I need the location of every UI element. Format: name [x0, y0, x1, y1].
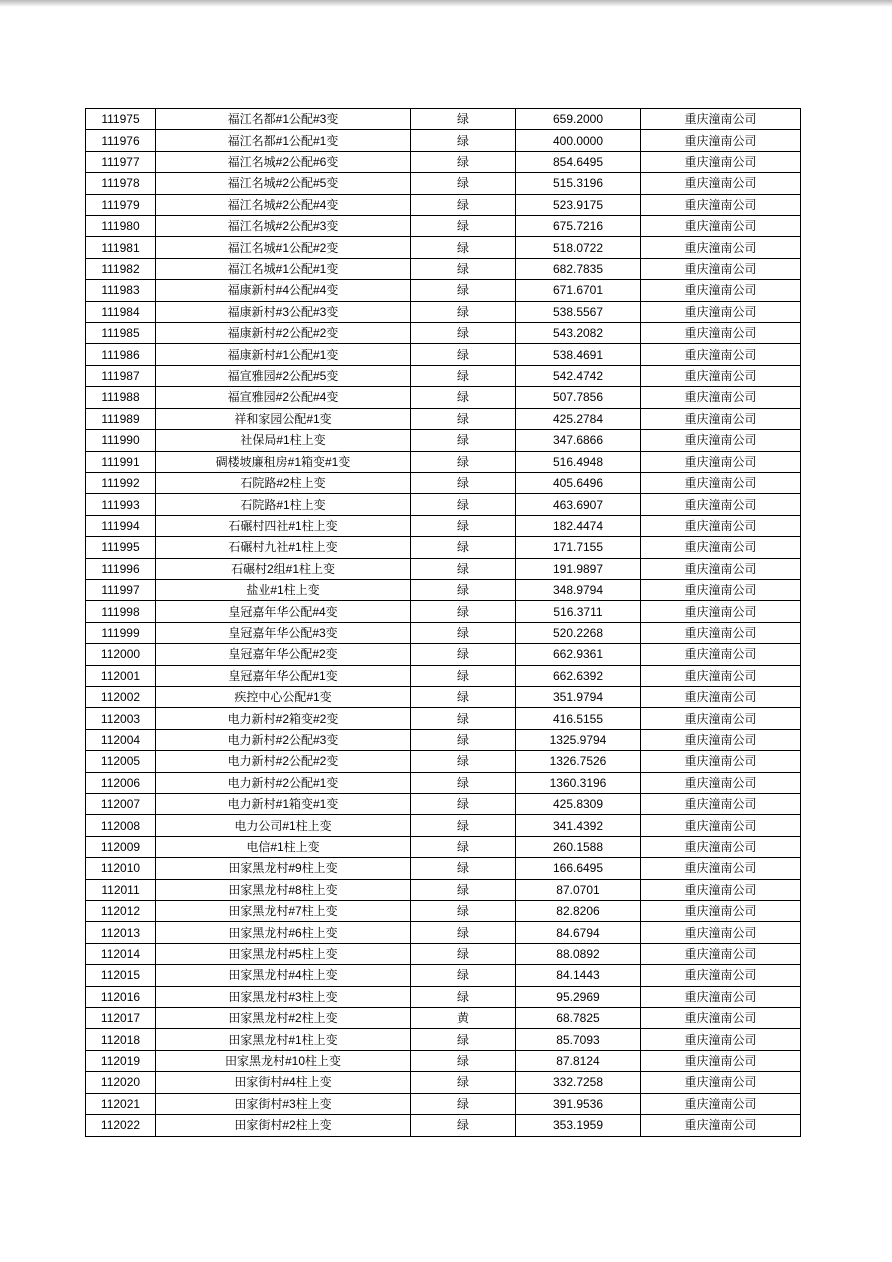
- company-cell: 重庆潼南公司: [641, 301, 801, 322]
- name-cell: 福江名城#2公配#6变: [156, 151, 411, 172]
- company-cell: 重庆潼南公司: [641, 430, 801, 451]
- status-cell: 绿: [411, 1072, 516, 1093]
- id-cell: 111975: [86, 109, 156, 130]
- status-cell: 绿: [411, 237, 516, 258]
- company-cell: 重庆潼南公司: [641, 1029, 801, 1050]
- value-cell: 1325.9794: [516, 729, 641, 750]
- company-cell: 重庆潼南公司: [641, 644, 801, 665]
- id-cell: 111992: [86, 472, 156, 493]
- id-cell: 112013: [86, 922, 156, 943]
- company-cell: 重庆潼南公司: [641, 130, 801, 151]
- table-row: [86, 794, 801, 815]
- value-cell: 84.1443: [516, 965, 641, 986]
- table-row: [86, 879, 801, 900]
- status-cell: 绿: [411, 365, 516, 386]
- name-cell: 石院路#2柱上变: [156, 472, 411, 493]
- status-cell: 绿: [411, 729, 516, 750]
- company-cell: 重庆潼南公司: [641, 258, 801, 279]
- value-cell: 82.8206: [516, 901, 641, 922]
- name-cell: 福江名都#1公配#3变: [156, 109, 411, 130]
- table-row: [86, 344, 801, 365]
- id-cell: 111977: [86, 151, 156, 172]
- value-cell: 507.7856: [516, 387, 641, 408]
- value-cell: 542.4742: [516, 365, 641, 386]
- value-cell: 351.9794: [516, 686, 641, 707]
- company-cell: 重庆潼南公司: [641, 665, 801, 686]
- table-row: [86, 237, 801, 258]
- company-cell: 重庆潼南公司: [641, 451, 801, 472]
- status-cell: 绿: [411, 1093, 516, 1114]
- table-row: [86, 451, 801, 472]
- company-cell: 重庆潼南公司: [641, 494, 801, 515]
- table-row: [86, 365, 801, 386]
- value-cell: 416.5155: [516, 708, 641, 729]
- value-cell: 353.1959: [516, 1115, 641, 1136]
- table-body: [86, 109, 801, 1137]
- company-cell: 重庆潼南公司: [641, 151, 801, 172]
- status-cell: 绿: [411, 472, 516, 493]
- company-cell: 重庆潼南公司: [641, 280, 801, 301]
- id-cell: 112020: [86, 1072, 156, 1093]
- status-cell: 绿: [411, 901, 516, 922]
- value-cell: 515.3196: [516, 173, 641, 194]
- status-cell: 绿: [411, 258, 516, 279]
- name-cell: 石碾村四社#1柱上变: [156, 515, 411, 536]
- company-cell: 重庆潼南公司: [641, 815, 801, 836]
- company-cell: 重庆潼南公司: [641, 515, 801, 536]
- transformer-table: [85, 108, 801, 1137]
- company-cell: 重庆潼南公司: [641, 986, 801, 1007]
- status-cell: 黄: [411, 1008, 516, 1029]
- id-cell: 111988: [86, 387, 156, 408]
- name-cell: 福康新村#4公配#4变: [156, 280, 411, 301]
- value-cell: 516.3711: [516, 601, 641, 622]
- value-cell: 332.7258: [516, 1072, 641, 1093]
- name-cell: 电力新村#2箱变#2变: [156, 708, 411, 729]
- name-cell: 田家黑龙村#2柱上变: [156, 1008, 411, 1029]
- name-cell: 田家黑龙村#7柱上变: [156, 901, 411, 922]
- table-row: [86, 301, 801, 322]
- table-row: [86, 729, 801, 750]
- name-cell: 电力新村#2公配#1变: [156, 772, 411, 793]
- value-cell: 166.6495: [516, 858, 641, 879]
- company-cell: 重庆潼南公司: [641, 601, 801, 622]
- company-cell: 重庆潼南公司: [641, 1115, 801, 1136]
- id-cell: 112022: [86, 1115, 156, 1136]
- status-cell: 绿: [411, 922, 516, 943]
- status-cell: 绿: [411, 708, 516, 729]
- table-row: [86, 537, 801, 558]
- value-cell: 854.6495: [516, 151, 641, 172]
- id-cell: 112006: [86, 772, 156, 793]
- id-cell: 112011: [86, 879, 156, 900]
- status-cell: 绿: [411, 537, 516, 558]
- name-cell: 福宣雅园#2公配#4变: [156, 387, 411, 408]
- name-cell: 电力新村#2公配#3变: [156, 729, 411, 750]
- company-cell: 重庆潼南公司: [641, 558, 801, 579]
- status-cell: 绿: [411, 622, 516, 643]
- table-row: [86, 1008, 801, 1029]
- status-cell: 绿: [411, 301, 516, 322]
- value-cell: 191.9897: [516, 558, 641, 579]
- status-cell: 绿: [411, 280, 516, 301]
- name-cell: 福康新村#2公配#2变: [156, 323, 411, 344]
- company-cell: 重庆潼南公司: [641, 216, 801, 237]
- id-cell: 112017: [86, 1008, 156, 1029]
- status-cell: 绿: [411, 515, 516, 536]
- company-cell: 重庆潼南公司: [641, 858, 801, 879]
- status-cell: 绿: [411, 1115, 516, 1136]
- name-cell: 福江名城#2公配#4变: [156, 194, 411, 215]
- table-row: [86, 323, 801, 344]
- company-cell: 重庆潼南公司: [641, 408, 801, 429]
- company-cell: 重庆潼南公司: [641, 686, 801, 707]
- id-cell: 112015: [86, 965, 156, 986]
- company-cell: 重庆潼南公司: [641, 173, 801, 194]
- company-cell: 重庆潼南公司: [641, 922, 801, 943]
- name-cell: 田家黑龙村#5柱上变: [156, 943, 411, 964]
- value-cell: 95.2969: [516, 986, 641, 1007]
- name-cell: 福江名都#1公配#1变: [156, 130, 411, 151]
- id-cell: 111985: [86, 323, 156, 344]
- name-cell: 电力公司#1柱上变: [156, 815, 411, 836]
- table-row: [86, 922, 801, 943]
- id-cell: 112005: [86, 751, 156, 772]
- table-row: [86, 708, 801, 729]
- table-row: [86, 109, 801, 130]
- company-cell: 重庆潼南公司: [641, 237, 801, 258]
- value-cell: 518.0722: [516, 237, 641, 258]
- table-row: [86, 130, 801, 151]
- name-cell: 田家黑龙村#4柱上变: [156, 965, 411, 986]
- company-cell: 重庆潼南公司: [641, 1072, 801, 1093]
- value-cell: 425.8309: [516, 794, 641, 815]
- name-cell: 电力新村#2公配#2变: [156, 751, 411, 772]
- name-cell: 福江名城#2公配#3变: [156, 216, 411, 237]
- status-cell: 绿: [411, 408, 516, 429]
- id-cell: 111991: [86, 451, 156, 472]
- name-cell: 石碾村2组#1柱上变: [156, 558, 411, 579]
- id-cell: 111998: [86, 601, 156, 622]
- table-row: [86, 494, 801, 515]
- name-cell: 社保局#1柱上变: [156, 430, 411, 451]
- value-cell: 347.6866: [516, 430, 641, 451]
- company-cell: 重庆潼南公司: [641, 879, 801, 900]
- id-cell: 111983: [86, 280, 156, 301]
- table-row: [86, 986, 801, 1007]
- table-row: [86, 686, 801, 707]
- name-cell: 电力新村#1箱变#1变: [156, 794, 411, 815]
- value-cell: 523.9175: [516, 194, 641, 215]
- value-cell: 68.7825: [516, 1008, 641, 1029]
- company-cell: 重庆潼南公司: [641, 579, 801, 600]
- id-cell: 112012: [86, 901, 156, 922]
- company-cell: 重庆潼南公司: [641, 751, 801, 772]
- value-cell: 84.6794: [516, 922, 641, 943]
- status-cell: 绿: [411, 686, 516, 707]
- table-row: [86, 387, 801, 408]
- id-cell: 111984: [86, 301, 156, 322]
- table-row: [86, 151, 801, 172]
- table-row: [86, 558, 801, 579]
- status-cell: 绿: [411, 109, 516, 130]
- company-cell: 重庆潼南公司: [641, 109, 801, 130]
- company-cell: 重庆潼南公司: [641, 537, 801, 558]
- id-cell: 112019: [86, 1050, 156, 1071]
- value-cell: 538.4691: [516, 344, 641, 365]
- company-cell: 重庆潼南公司: [641, 729, 801, 750]
- name-cell: 石院路#1柱上变: [156, 494, 411, 515]
- table-row: [86, 1072, 801, 1093]
- company-cell: 重庆潼南公司: [641, 472, 801, 493]
- value-cell: 675.7216: [516, 216, 641, 237]
- id-cell: 112016: [86, 986, 156, 1007]
- table-row: [86, 1050, 801, 1071]
- value-cell: 88.0892: [516, 943, 641, 964]
- status-cell: 绿: [411, 836, 516, 857]
- status-cell: 绿: [411, 344, 516, 365]
- name-cell: 疾控中心公配#1变: [156, 686, 411, 707]
- status-cell: 绿: [411, 494, 516, 515]
- name-cell: 皇冠嘉年华公配#2变: [156, 644, 411, 665]
- table-row: [86, 579, 801, 600]
- status-cell: 绿: [411, 579, 516, 600]
- value-cell: 348.9794: [516, 579, 641, 600]
- id-cell: 111982: [86, 258, 156, 279]
- id-cell: 112000: [86, 644, 156, 665]
- table-row: [86, 665, 801, 686]
- id-cell: 112001: [86, 665, 156, 686]
- id-cell: 111995: [86, 537, 156, 558]
- id-cell: 111996: [86, 558, 156, 579]
- id-cell: 111999: [86, 622, 156, 643]
- status-cell: 绿: [411, 644, 516, 665]
- value-cell: 662.6392: [516, 665, 641, 686]
- name-cell: 田家黑龙村#6柱上变: [156, 922, 411, 943]
- status-cell: 绿: [411, 772, 516, 793]
- table-row: [86, 1115, 801, 1136]
- company-cell: 重庆潼南公司: [641, 1093, 801, 1114]
- table-row: [86, 901, 801, 922]
- name-cell: 田家黑龙村#8柱上变: [156, 879, 411, 900]
- id-cell: 112010: [86, 858, 156, 879]
- value-cell: 1360.3196: [516, 772, 641, 793]
- name-cell: 电信#1柱上变: [156, 836, 411, 857]
- id-cell: 111979: [86, 194, 156, 215]
- status-cell: 绿: [411, 751, 516, 772]
- company-cell: 重庆潼南公司: [641, 194, 801, 215]
- name-cell: 福江名城#1公配#2变: [156, 237, 411, 258]
- status-cell: 绿: [411, 1029, 516, 1050]
- name-cell: 田家街村#4柱上变: [156, 1072, 411, 1093]
- name-cell: 田家黑龙村#9柱上变: [156, 858, 411, 879]
- table-row: [86, 258, 801, 279]
- value-cell: 85.7093: [516, 1029, 641, 1050]
- value-cell: 87.8124: [516, 1050, 641, 1071]
- name-cell: 皇冠嘉年华公配#4变: [156, 601, 411, 622]
- name-cell: 田家黑龙村#3柱上变: [156, 986, 411, 1007]
- name-cell: 田家街村#2柱上变: [156, 1115, 411, 1136]
- value-cell: 182.4474: [516, 515, 641, 536]
- status-cell: 绿: [411, 665, 516, 686]
- name-cell: 福宣雅园#2公配#5变: [156, 365, 411, 386]
- company-cell: 重庆潼南公司: [641, 943, 801, 964]
- value-cell: 405.6496: [516, 472, 641, 493]
- value-cell: 425.2784: [516, 408, 641, 429]
- table-row: [86, 408, 801, 429]
- table-row: [86, 943, 801, 964]
- id-cell: 111976: [86, 130, 156, 151]
- id-cell: 111997: [86, 579, 156, 600]
- status-cell: 绿: [411, 986, 516, 1007]
- status-cell: 绿: [411, 173, 516, 194]
- id-cell: 111981: [86, 237, 156, 258]
- status-cell: 绿: [411, 794, 516, 815]
- id-cell: 111994: [86, 515, 156, 536]
- table-row: [86, 515, 801, 536]
- value-cell: 400.0000: [516, 130, 641, 151]
- company-cell: 重庆潼南公司: [641, 344, 801, 365]
- table-row: [86, 622, 801, 643]
- id-cell: 112009: [86, 836, 156, 857]
- company-cell: 重庆潼南公司: [641, 1050, 801, 1071]
- page-edge-shadow: [0, 0, 892, 7]
- table-row: [86, 751, 801, 772]
- id-cell: 111990: [86, 430, 156, 451]
- name-cell: 福江名城#1公配#1变: [156, 258, 411, 279]
- value-cell: 87.0701: [516, 879, 641, 900]
- table-row: [86, 858, 801, 879]
- value-cell: 671.6701: [516, 280, 641, 301]
- name-cell: 皇冠嘉年华公配#1变: [156, 665, 411, 686]
- status-cell: 绿: [411, 323, 516, 344]
- value-cell: 463.6907: [516, 494, 641, 515]
- status-cell: 绿: [411, 151, 516, 172]
- id-cell: 112018: [86, 1029, 156, 1050]
- id-cell: 112014: [86, 943, 156, 964]
- status-cell: 绿: [411, 194, 516, 215]
- table-row: [86, 1093, 801, 1114]
- status-cell: 绿: [411, 965, 516, 986]
- id-cell: 111986: [86, 344, 156, 365]
- company-cell: 重庆潼南公司: [641, 836, 801, 857]
- status-cell: 绿: [411, 451, 516, 472]
- status-cell: 绿: [411, 558, 516, 579]
- id-cell: 112003: [86, 708, 156, 729]
- value-cell: 543.2082: [516, 323, 641, 344]
- company-cell: 重庆潼南公司: [641, 1008, 801, 1029]
- status-cell: 绿: [411, 430, 516, 451]
- status-cell: 绿: [411, 601, 516, 622]
- company-cell: 重庆潼南公司: [641, 387, 801, 408]
- value-cell: 538.5567: [516, 301, 641, 322]
- value-cell: 391.9536: [516, 1093, 641, 1114]
- table-row: [86, 772, 801, 793]
- table-row: [86, 601, 801, 622]
- company-cell: 重庆潼南公司: [641, 708, 801, 729]
- status-cell: 绿: [411, 815, 516, 836]
- id-cell: 111980: [86, 216, 156, 237]
- id-cell: 112021: [86, 1093, 156, 1114]
- company-cell: 重庆潼南公司: [641, 901, 801, 922]
- table-row: [86, 965, 801, 986]
- value-cell: 520.2268: [516, 622, 641, 643]
- table-row: [86, 194, 801, 215]
- value-cell: 662.9361: [516, 644, 641, 665]
- id-cell: 112004: [86, 729, 156, 750]
- status-cell: 绿: [411, 387, 516, 408]
- status-cell: 绿: [411, 130, 516, 151]
- name-cell: 福康新村#1公配#1变: [156, 344, 411, 365]
- name-cell: 皇冠嘉年华公配#3变: [156, 622, 411, 643]
- name-cell: 田家街村#3柱上变: [156, 1093, 411, 1114]
- name-cell: 盐业#1柱上变: [156, 579, 411, 600]
- name-cell: 祥和家园公配#1变: [156, 408, 411, 429]
- id-cell: 112002: [86, 686, 156, 707]
- table-row: [86, 815, 801, 836]
- table-row: [86, 644, 801, 665]
- company-cell: 重庆潼南公司: [641, 965, 801, 986]
- table-row: [86, 1029, 801, 1050]
- company-cell: 重庆潼南公司: [641, 323, 801, 344]
- name-cell: 碉楼坡廉租房#1箱变#1变: [156, 451, 411, 472]
- id-cell: 112008: [86, 815, 156, 836]
- status-cell: 绿: [411, 879, 516, 900]
- status-cell: 绿: [411, 216, 516, 237]
- value-cell: 1326.7526: [516, 751, 641, 772]
- id-cell: 111987: [86, 365, 156, 386]
- value-cell: 341.4392: [516, 815, 641, 836]
- name-cell: 福康新村#3公配#3变: [156, 301, 411, 322]
- value-cell: 682.7835: [516, 258, 641, 279]
- company-cell: 重庆潼南公司: [641, 794, 801, 815]
- table-row: [86, 836, 801, 857]
- value-cell: 171.7155: [516, 537, 641, 558]
- status-cell: 绿: [411, 943, 516, 964]
- company-cell: 重庆潼南公司: [641, 622, 801, 643]
- status-cell: 绿: [411, 1050, 516, 1071]
- id-cell: 111989: [86, 408, 156, 429]
- table-row: [86, 430, 801, 451]
- id-cell: 112007: [86, 794, 156, 815]
- id-cell: 111978: [86, 173, 156, 194]
- value-cell: 516.4948: [516, 451, 641, 472]
- name-cell: 田家黑龙村#1柱上变: [156, 1029, 411, 1050]
- id-cell: 111993: [86, 494, 156, 515]
- table-row: [86, 173, 801, 194]
- name-cell: 田家黑龙村#10柱上变: [156, 1050, 411, 1071]
- name-cell: 福江名城#2公配#5变: [156, 173, 411, 194]
- value-cell: 260.1588: [516, 836, 641, 857]
- name-cell: 石碾村九社#1柱上变: [156, 537, 411, 558]
- table-row: [86, 472, 801, 493]
- table-row: [86, 216, 801, 237]
- company-cell: 重庆潼南公司: [641, 365, 801, 386]
- company-cell: 重庆潼南公司: [641, 772, 801, 793]
- table-row: [86, 280, 801, 301]
- value-cell: 659.2000: [516, 109, 641, 130]
- status-cell: 绿: [411, 858, 516, 879]
